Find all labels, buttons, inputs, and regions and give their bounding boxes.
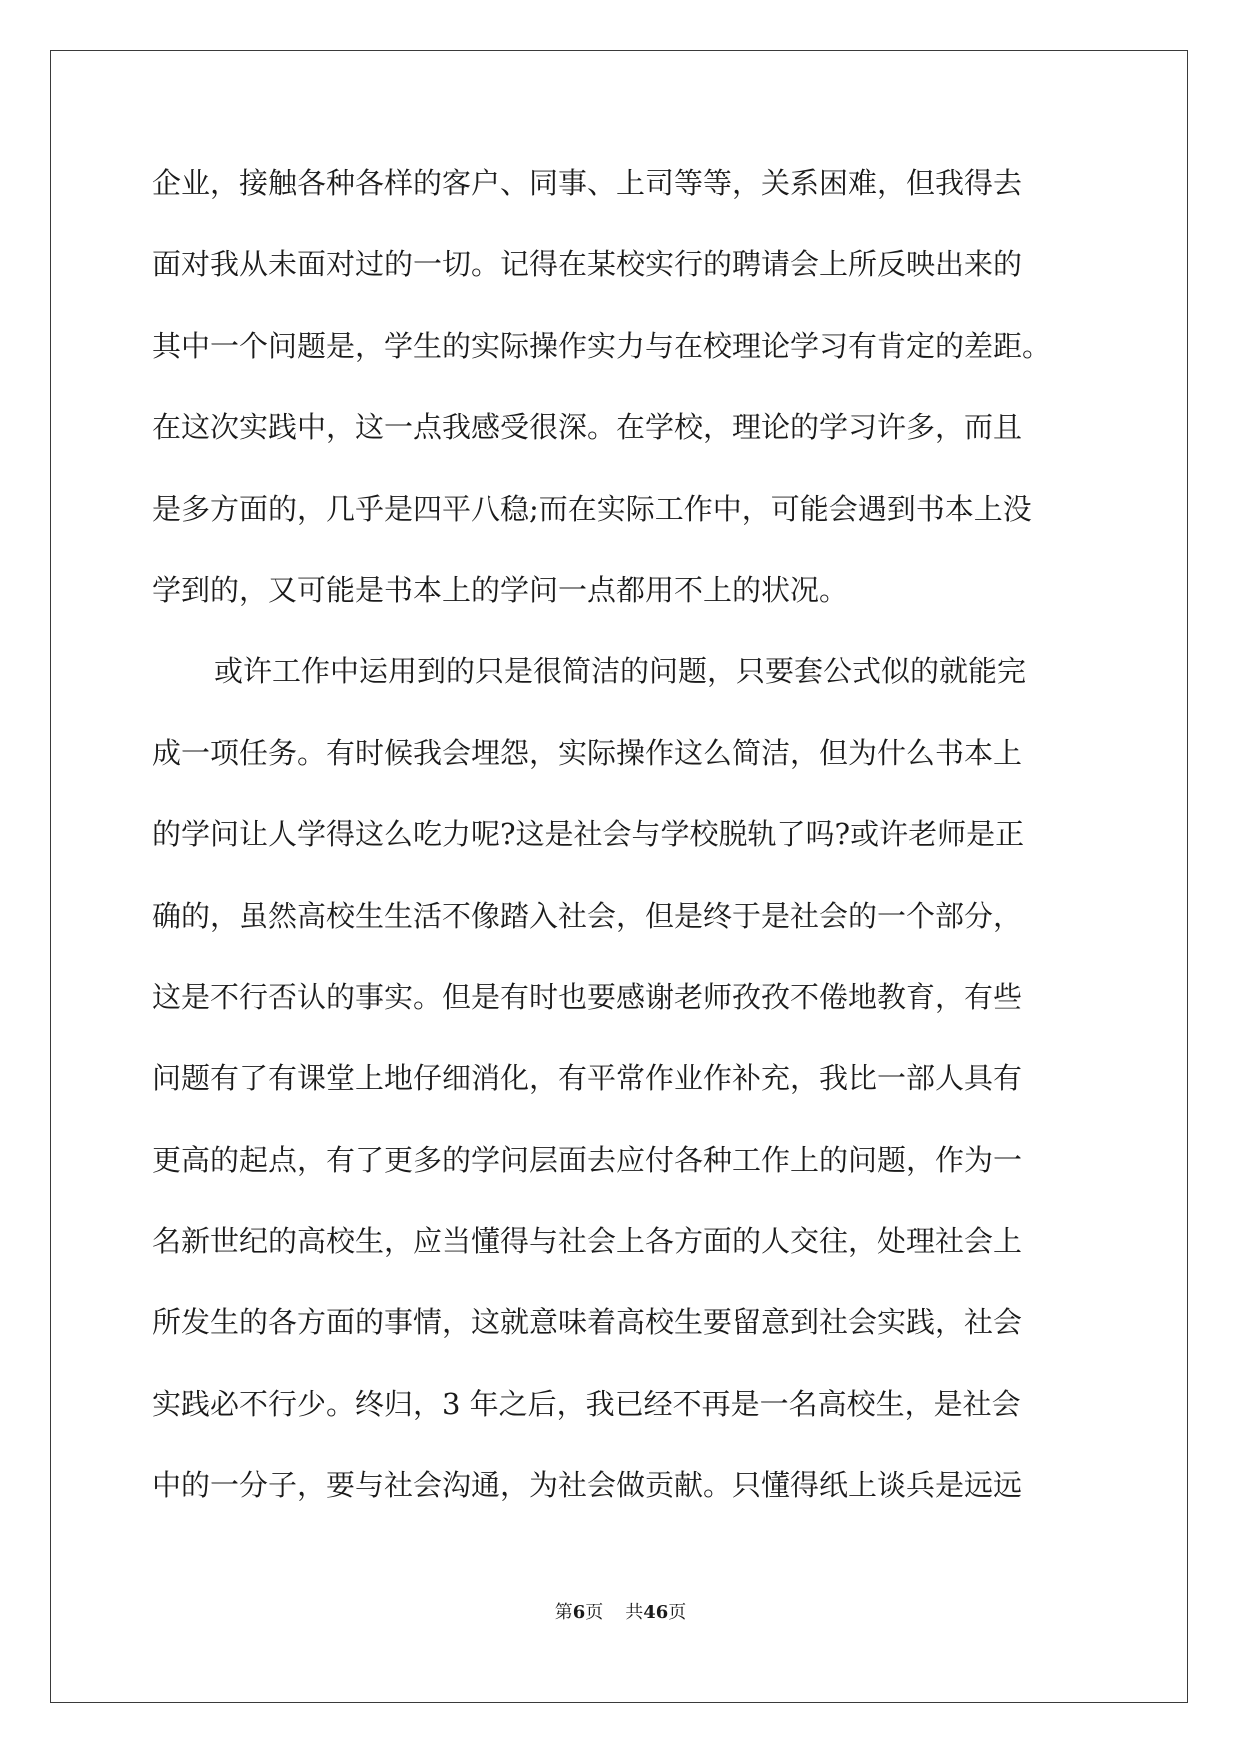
page-label-suffix: 页 — [585, 1602, 604, 1623]
text-line: 实践必不行少。终归，3 年之后，我已经不再是一名高校生，是社会 — [152, 1386, 1021, 1421]
paragraph-first-line: 或许工作中运用到的只是很简洁的问题，只要套公式似的就能完 — [214, 654, 1027, 689]
text-line: 确的，虽然高校生生活不像踏入社会，但是终于是社会的一个部分， — [152, 898, 1023, 933]
text-line: 企业，接触各种各样的客户、同事、上司等等，关系困难，但我得去 — [152, 166, 1023, 200]
page-footer — [0, 1598, 1241, 1624]
text-line: 更高的起点，有了更多的学问层面去应付各种工作上的问题，作为一 — [152, 1142, 1023, 1177]
text-line: 这是不行否认的事实。但是有时也要感谢老师孜孜不倦地教育，有些 — [152, 979, 1023, 1014]
total-label-suffix: 页 — [668, 1602, 687, 1623]
total-label-prefix: 共 — [625, 1602, 644, 1623]
text-line: 中的一分子，要与社会沟通，为社会做贡献。只懂得纸上谈兵是远远 — [152, 1468, 1023, 1503]
text-line: 在这次实践中，这一点我感受很深。在学校，理论的学习许多，而且 — [152, 410, 1023, 445]
text-line: 学到的，又可能是书本上的学问一点都用不上的状况。 — [152, 572, 849, 607]
text-line: 问题有了有课堂上地仔细消化，有平常作业作补充，我比一部人具有 — [152, 1061, 1023, 1096]
text-line: 名新世纪的高校生，应当懂得与社会上各方面的人交往，处理社会上 — [152, 1224, 1023, 1259]
page-number: 6 — [572, 1602, 586, 1623]
text-line: 所发生的各方面的事情，这就意味着高校生要留意到社会实践，社会 — [152, 1305, 1023, 1340]
text-line: 的学问让人学得这么吃力呢?这是社会与学校脱轨了吗?或许老师是正 — [152, 817, 1025, 852]
body-text — [152, 161, 1092, 1545]
text-line: 面对我从未面对过的一切。记得在某校实行的聘请会上所反映出来的 — [152, 247, 1023, 282]
total-pages: 46 — [643, 1602, 669, 1623]
text-line: 是多方面的，几乎是四平八稳;而在实际工作中，可能会遇到书本上没 — [152, 491, 1032, 526]
text-line: 其中一个问题是，学生的实际操作实力与在校理论学习有肯定的差距。 — [152, 328, 1052, 363]
text-line: 成一项任务。有时候我会埋怨，实际操作这么简洁，但为什么书本上 — [152, 735, 1023, 770]
page-label-prefix: 第 — [554, 1602, 573, 1623]
